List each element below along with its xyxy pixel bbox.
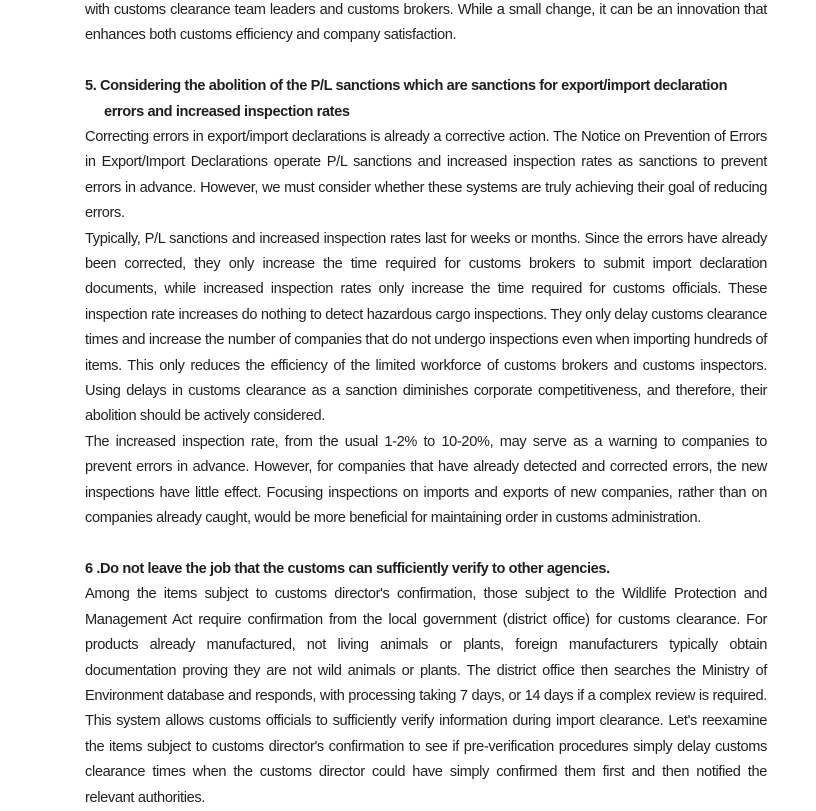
spacer [85,532,767,557]
section-6-heading: 6 .Do not leave the job that the customs can sufficiently verify to other agencies. [85,560,610,577]
section-5-paragraph-2: Typically, P/L sanctions and increased inspection rates last for weeks or months. Since the errors have already been corrected, they only increase the time required for customs brokers to submit import declaration documents, while increased inspection rates only increase the time required for customs officials. These inspection rate increases do nothing to detect hazardous cargo inspections. They only delay customs clearance times and increase the number of companies that do not undergo inspections even when importing hundreds of items. This only reduces the efficiency of the limited workforce of customs brokers and customs inspectors. Using delays in customs clearance as a sanction diminishes corporate competitiveness, and therefore, their abolition should be actively considered. [85,230,767,425]
document-page [85,0,767,811]
section-5-heading: 5. Considering the abolition of the P/L sanctions which are sanctions for export/import declaration errors and increased inspection rates [85,78,728,120]
spacer [85,49,767,74]
intro-paragraph: with customs clearance team leaders and customs brokers. While a small change, it can be an innovation that enhances both customs efficiency and company satisfaction. [85,2,767,44]
section-6-paragraph-1: Among the items subject to customs director's confirmation, those subject to the Wildlife Protection and Management Act require confirmation from the local government (district office) for customs clearance. For products already manufactured, not living animals or plants, foreign manufacturers typically obtain documentation proving they are not wild animals or plants. The district office then searches the Ministry of Environment database and responds, with processing taking 7 days, or 14 days if a complex review is required. This system allows customs officials to sufficiently verify information during import clearance. Let's reexamine the items subject to customs director's confirmation to see if pre-verification procedures simply delay customs clearance times when the customs director could have simply confirmed them first and then notified the relevant authorities. [85,586,767,806]
section-5-paragraph-1: Correcting errors in export/import declarations is already a corrective action. The Notice on Prevention of Errors in Export/Import Declarations operate P/L sanctions and increased inspection rates as sanctions to prevent errors in advance. However, we must consider whether these systems are truly achieving their goal of reducing errors. [85,129,767,222]
section-5-paragraph-3: The increased inspection rate, from the usual 1-2% to 10-20%, may serve as a warning to companies to prevent errors in advance. However, for companies that have already detected and corrected errors, the new inspections have little effect. Focusing inspections on imports and exports of new companies, rather than on companies already caught, would be more beneficial for maintaining order in customs administration. [85,433,767,527]
